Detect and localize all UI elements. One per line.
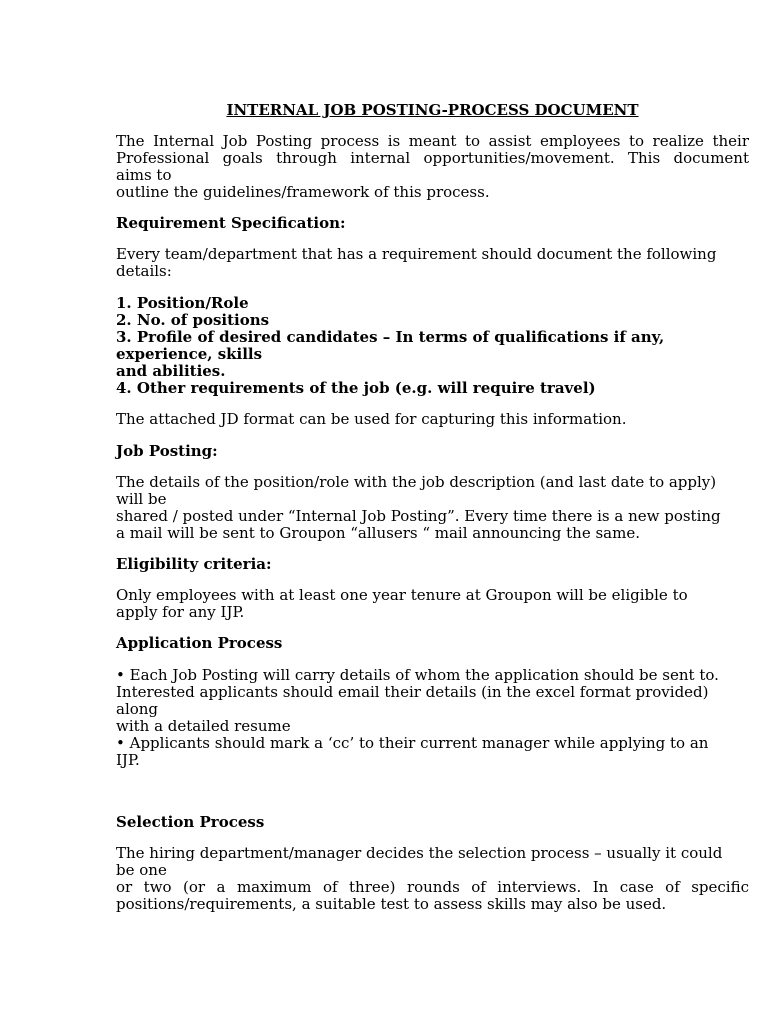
application-paragraph <box>116 667 749 769</box>
intro-line-4: outline the guidelines/framework of this process. <box>116 183 490 201</box>
selection-line-1: The hiring department/manager decides the selection process – usually it could <box>116 844 723 862</box>
job-posting-heading: Job Posting: <box>116 442 218 460</box>
requirement-item: 1. Position/Role <box>116 294 249 312</box>
selection-line-3: or two (or a maximum of three) rounds of interviews. In case of specific <box>116 878 749 896</box>
intro-line-1: The Internal Job Posting process is meant to assist employees to realize their <box>116 132 749 150</box>
requirement-note: The attached JD format can be used for capturing this information. <box>116 410 627 428</box>
eligibility-heading: Eligibility criteria: <box>116 555 272 573</box>
eligibility-line-2: apply for any IJP. <box>116 603 245 621</box>
application-heading: Application Process <box>116 634 283 652</box>
application-line-4: with a detailed resume <box>116 717 291 735</box>
requirement-list <box>116 295 749 397</box>
selection-paragraph <box>116 845 749 913</box>
intro-line-3: aims to <box>116 166 172 184</box>
application-line-1: • Each Job Posting will carry details of whom the application should be sent to. <box>116 666 719 684</box>
requirement-text <box>116 246 749 280</box>
requirement-item: experience, skills <box>116 345 263 363</box>
requirement-item: and abilities. <box>116 362 226 380</box>
intro-line-2: Professional goals through internal opportunities/movement. This document <box>116 149 749 167</box>
document-title: INTERNAL JOB POSTING-PROCESS DOCUMENT <box>226 101 639 119</box>
selection-line-2: be one <box>116 861 167 879</box>
application-line-2: Interested applicants should email their details (in the excel format provided) <box>116 683 709 701</box>
requirement-item: 3. Profile of desired candidates – In terms of qualifications if any, <box>116 328 665 346</box>
job-posting-paragraph <box>116 474 749 542</box>
requirement-heading: Requirement Specification: <box>116 214 346 232</box>
eligibility-line-1: Only employees with at least one year tenure at Groupon will be eligible to <box>116 586 688 604</box>
requirement-text-line-2: details: <box>116 262 172 280</box>
selection-heading: Selection Process <box>116 813 265 831</box>
job-posting-line-3: shared / posted under “Internal Job Posting”. Every time there is a new posting <box>116 507 721 525</box>
requirement-item: 2. No. of positions <box>116 311 270 329</box>
job-posting-line-2: will be <box>116 490 167 508</box>
application-line-6: IJP. <box>116 751 140 769</box>
eligibility-paragraph <box>116 587 749 621</box>
job-posting-line-1: The details of the position/role with the job description (and last date to apply) <box>116 473 717 491</box>
requirement-text-line-1: Every team/department that has a requirement should document the following <box>116 245 717 263</box>
requirement-item: 4. Other requirements of the job (e.g. will require travel) <box>116 379 596 397</box>
job-posting-line-4: a mail will be sent to Groupon “allusers “ mail announcing the same. <box>116 524 640 542</box>
application-line-3: along <box>116 700 159 718</box>
intro-paragraph <box>116 133 749 201</box>
selection-line-4: positions/requirements, a suitable test to assess skills may also be used. <box>116 895 667 913</box>
application-line-5: • Applicants should mark a ‘cc’ to their current manager while applying to an <box>116 734 709 752</box>
